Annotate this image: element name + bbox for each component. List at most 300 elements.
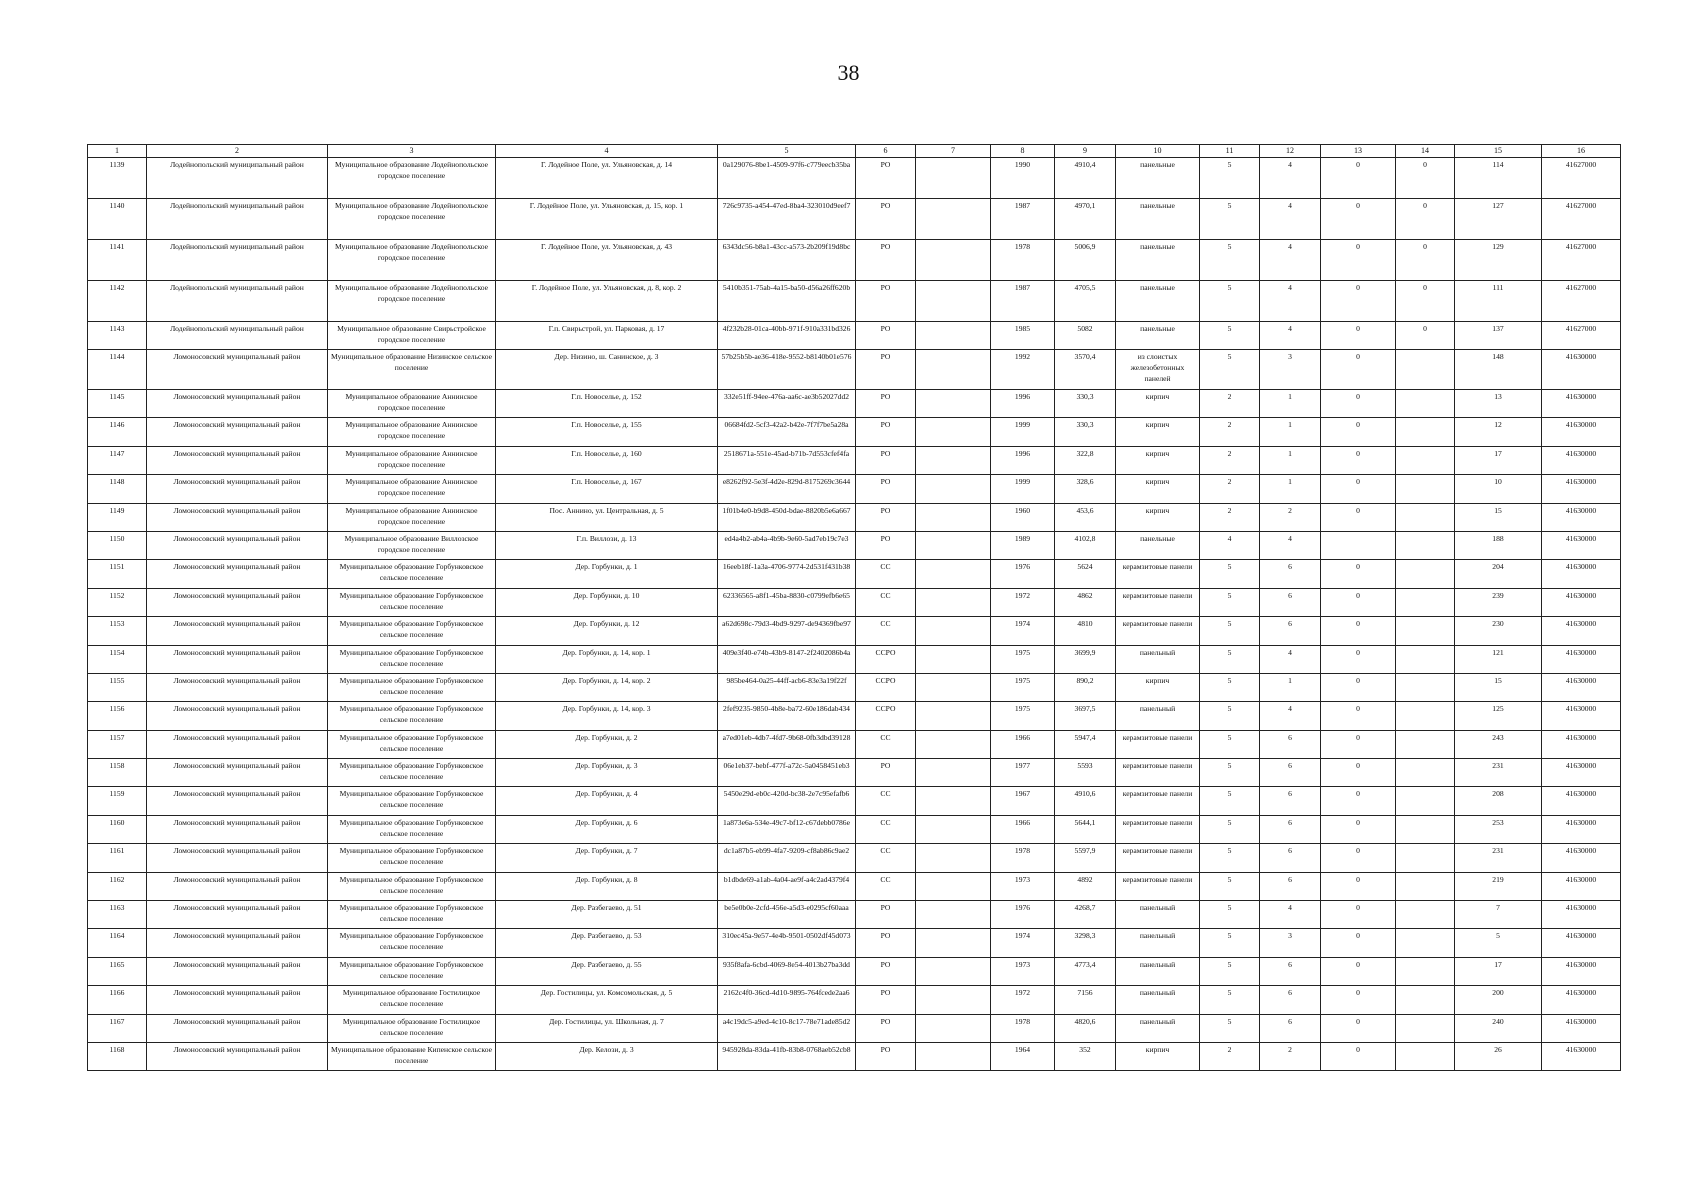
cell-row-number: 1147 xyxy=(88,446,147,474)
cell-year: 1999 xyxy=(991,418,1055,446)
cell-address: Г. Лодейное Поле, ул. Ульяновская, д. 15, кор. 1 xyxy=(496,198,718,239)
cell-entrances: 6 xyxy=(1260,1014,1321,1042)
cell-col-14 xyxy=(1396,815,1455,843)
cell-oktmo: 41627000 xyxy=(1542,157,1621,198)
cell-row-number: 1151 xyxy=(88,560,147,588)
cell-floors: 5 xyxy=(1200,844,1260,872)
cell-col-7 xyxy=(916,503,991,531)
cell-oktmo: 41627000 xyxy=(1542,198,1621,239)
cell-type: РО xyxy=(856,1042,916,1070)
cell-guid: 1a873e6a-534e-49c7-bf12-c67debb0786e xyxy=(718,815,856,843)
table-row xyxy=(88,280,1621,321)
cell-guid: 5450e29d-eb0c-420d-bc38-2e7c95efafb6 xyxy=(718,787,856,815)
cell-area: 4810 xyxy=(1055,617,1116,645)
cell-residents: 121 xyxy=(1455,645,1542,673)
cell-area: 5597,9 xyxy=(1055,844,1116,872)
cell-residents: 26 xyxy=(1455,1042,1542,1070)
cell-year: 1985 xyxy=(991,321,1055,349)
cell-floors: 5 xyxy=(1200,957,1260,985)
cell-area: 4862 xyxy=(1055,588,1116,616)
column-header-16: 16 xyxy=(1542,145,1621,158)
cell-residents: 17 xyxy=(1455,446,1542,474)
cell-address: Г. Лодейное Поле, ул. Ульяновская, д. 8, кор. 2 xyxy=(496,280,718,321)
cell-district: Ломоносовский муниципальный район xyxy=(147,475,328,503)
cell-type: СС xyxy=(856,872,916,900)
cell-entrances: 6 xyxy=(1260,872,1321,900)
cell-area: 453,6 xyxy=(1055,503,1116,531)
cell-area: 5082 xyxy=(1055,321,1116,349)
cell-type: РО xyxy=(856,321,916,349)
cell-wall-material: кирпич xyxy=(1116,389,1200,417)
cell-entrances: 4 xyxy=(1260,645,1321,673)
table-row xyxy=(88,418,1621,446)
cell-entrances: 6 xyxy=(1260,815,1321,843)
cell-district: Ломоносовский муниципальный район xyxy=(147,645,328,673)
cell-type: РО xyxy=(856,198,916,239)
cell-col-13: 0 xyxy=(1321,929,1396,957)
cell-floors: 5 xyxy=(1200,321,1260,349)
cell-year: 1975 xyxy=(991,702,1055,730)
cell-oktmo: 41630000 xyxy=(1542,1014,1621,1042)
cell-wall-material: керамзитовые панели xyxy=(1116,560,1200,588)
cell-col-7 xyxy=(916,957,991,985)
cell-col-7 xyxy=(916,418,991,446)
table-row xyxy=(88,702,1621,730)
table-row xyxy=(88,673,1621,701)
cell-col-7 xyxy=(916,588,991,616)
cell-municipality: Муниципальное образование Горбунковское сельское поселение xyxy=(328,673,496,701)
cell-floors: 5 xyxy=(1200,929,1260,957)
table-header xyxy=(88,145,1621,158)
cell-col-14: 0 xyxy=(1396,198,1455,239)
cell-district: Ломоносовский муниципальный район xyxy=(147,617,328,645)
cell-entrances: 3 xyxy=(1260,349,1321,389)
cell-area: 3697,5 xyxy=(1055,702,1116,730)
table-row xyxy=(88,986,1621,1014)
cell-municipality: Муниципальное образование Горбунковское сельское поселение xyxy=(328,645,496,673)
cell-wall-material: керамзитовые панели xyxy=(1116,872,1200,900)
cell-residents: 111 xyxy=(1455,280,1542,321)
cell-residents: 200 xyxy=(1455,986,1542,1014)
cell-district: Ломоносовский муниципальный район xyxy=(147,844,328,872)
cell-entrances: 6 xyxy=(1260,986,1321,1014)
cell-year: 1992 xyxy=(991,349,1055,389)
cell-col-14 xyxy=(1396,787,1455,815)
cell-area: 5947,4 xyxy=(1055,730,1116,758)
cell-type: РО xyxy=(856,986,916,1014)
cell-municipality: Муниципальное образование Горбунковское сельское поселение xyxy=(328,560,496,588)
cell-row-number: 1153 xyxy=(88,617,147,645)
cell-year: 1976 xyxy=(991,560,1055,588)
cell-guid: ed4a4b2-ab4a-4b9b-9e60-5ad7eb19c7e3 xyxy=(718,531,856,559)
table-row xyxy=(88,503,1621,531)
cell-address: Дер. Разбегаево, д. 53 xyxy=(496,929,718,957)
cell-area: 4892 xyxy=(1055,872,1116,900)
cell-floors: 5 xyxy=(1200,986,1260,1014)
cell-col-14 xyxy=(1396,730,1455,758)
cell-address: Г.п. Новоселье, д. 155 xyxy=(496,418,718,446)
cell-guid: 16eeb18f-1a3a-4706-9774-2d531f431b38 xyxy=(718,560,856,588)
cell-oktmo: 41630000 xyxy=(1542,815,1621,843)
cell-year: 1990 xyxy=(991,157,1055,198)
cell-district: Ломоносовский муниципальный район xyxy=(147,815,328,843)
cell-col-13: 0 xyxy=(1321,730,1396,758)
cell-col-7 xyxy=(916,531,991,559)
cell-col-7 xyxy=(916,787,991,815)
cell-area: 5006,9 xyxy=(1055,239,1116,280)
cell-district: Ломоносовский муниципальный район xyxy=(147,389,328,417)
cell-row-number: 1145 xyxy=(88,389,147,417)
cell-wall-material: кирпич xyxy=(1116,1042,1200,1070)
column-header-2: 2 xyxy=(147,145,328,158)
cell-col-14 xyxy=(1396,1042,1455,1070)
cell-address: Г.п. Новоселье, д. 167 xyxy=(496,475,718,503)
table-row xyxy=(88,645,1621,673)
cell-oktmo: 41630000 xyxy=(1542,986,1621,1014)
cell-floors: 2 xyxy=(1200,503,1260,531)
cell-col-14 xyxy=(1396,349,1455,389)
cell-col-14 xyxy=(1396,617,1455,645)
cell-wall-material: из слоистых железобетонных панелей xyxy=(1116,349,1200,389)
cell-col-7 xyxy=(916,872,991,900)
cell-municipality: Муниципальное образование Виллозское городское поселение xyxy=(328,531,496,559)
cell-year: 1977 xyxy=(991,759,1055,787)
cell-district: Ломоносовский муниципальный район xyxy=(147,957,328,985)
cell-wall-material: кирпич xyxy=(1116,418,1200,446)
cell-col-7 xyxy=(916,239,991,280)
cell-residents: 243 xyxy=(1455,730,1542,758)
cell-year: 1987 xyxy=(991,198,1055,239)
cell-year: 1976 xyxy=(991,901,1055,929)
cell-district: Ломоносовский муниципальный район xyxy=(147,1014,328,1042)
cell-guid: a4c19dc5-a9ed-4c10-8c17-78e71ade85d2 xyxy=(718,1014,856,1042)
cell-col-14: 0 xyxy=(1396,321,1455,349)
cell-address: Г. Лодейное Поле, ул. Ульяновская, д. 14 xyxy=(496,157,718,198)
cell-entrances: 1 xyxy=(1260,389,1321,417)
cell-residents: 253 xyxy=(1455,815,1542,843)
cell-type: РО xyxy=(856,280,916,321)
cell-area: 7156 xyxy=(1055,986,1116,1014)
cell-oktmo: 41630000 xyxy=(1542,389,1621,417)
cell-type: СС xyxy=(856,815,916,843)
cell-year: 1996 xyxy=(991,389,1055,417)
cell-oktmo: 41630000 xyxy=(1542,503,1621,531)
table-row xyxy=(88,389,1621,417)
cell-col-7 xyxy=(916,759,991,787)
cell-row-number: 1159 xyxy=(88,787,147,815)
cell-address: Г.п. Свирьстрой, ул. Парковая, д. 17 xyxy=(496,321,718,349)
cell-address: Дер. Келози, д. 3 xyxy=(496,1042,718,1070)
cell-wall-material: керамзитовые панели xyxy=(1116,730,1200,758)
cell-municipality: Муниципальное образование Горбунковское сельское поселение xyxy=(328,815,496,843)
cell-residents: 125 xyxy=(1455,702,1542,730)
column-header-11: 11 xyxy=(1200,145,1260,158)
cell-wall-material: панельные xyxy=(1116,198,1200,239)
cell-municipality: Муниципальное образование Аннинское городское поселение xyxy=(328,389,496,417)
cell-row-number: 1167 xyxy=(88,1014,147,1042)
column-header-13: 13 xyxy=(1321,145,1396,158)
cell-row-number: 1140 xyxy=(88,198,147,239)
cell-entrances: 6 xyxy=(1260,844,1321,872)
cell-row-number: 1146 xyxy=(88,418,147,446)
cell-floors: 5 xyxy=(1200,280,1260,321)
cell-residents: 239 xyxy=(1455,588,1542,616)
cell-wall-material: панельный xyxy=(1116,986,1200,1014)
cell-residents: 230 xyxy=(1455,617,1542,645)
cell-row-number: 1164 xyxy=(88,929,147,957)
cell-address: Дер. Горбунки, д. 10 xyxy=(496,588,718,616)
cell-area: 322,8 xyxy=(1055,446,1116,474)
cell-oktmo: 41630000 xyxy=(1542,844,1621,872)
cell-municipality: Муниципальное образование Лодейнопольское городское поселение xyxy=(328,280,496,321)
cell-wall-material: панельные xyxy=(1116,239,1200,280)
cell-residents: 7 xyxy=(1455,901,1542,929)
cell-address: Дер. Горбунки, д. 1 xyxy=(496,560,718,588)
cell-wall-material: панельные xyxy=(1116,280,1200,321)
cell-year: 1978 xyxy=(991,239,1055,280)
cell-entrances: 6 xyxy=(1260,730,1321,758)
cell-area: 4773,4 xyxy=(1055,957,1116,985)
cell-municipality: Муниципальное образование Горбунковское сельское поселение xyxy=(328,872,496,900)
table-row xyxy=(88,844,1621,872)
cell-guid: e8262f92-5e3f-4d2e-829d-8175269c3644 xyxy=(718,475,856,503)
cell-wall-material: панельный xyxy=(1116,901,1200,929)
cell-municipality: Муниципальное образование Горбунковское сельское поселение xyxy=(328,844,496,872)
column-header-10: 10 xyxy=(1116,145,1200,158)
cell-col-7 xyxy=(916,321,991,349)
cell-guid: 935f8afa-6cbd-4069-8e54-4013b27ba3dd xyxy=(718,957,856,985)
cell-col-13: 0 xyxy=(1321,418,1396,446)
table-row xyxy=(88,730,1621,758)
cell-entrances: 4 xyxy=(1260,157,1321,198)
cell-col-7 xyxy=(916,702,991,730)
cell-floors: 5 xyxy=(1200,787,1260,815)
cell-oktmo: 41630000 xyxy=(1542,645,1621,673)
cell-district: Ломоносовский муниципальный район xyxy=(147,872,328,900)
cell-type: СС xyxy=(856,787,916,815)
cell-address: Г.п. Виллози, д. 13 xyxy=(496,531,718,559)
cell-col-13: 0 xyxy=(1321,815,1396,843)
cell-row-number: 1161 xyxy=(88,844,147,872)
cell-floors: 5 xyxy=(1200,588,1260,616)
cell-residents: 127 xyxy=(1455,198,1542,239)
cell-oktmo: 41630000 xyxy=(1542,730,1621,758)
cell-type: РО xyxy=(856,901,916,929)
cell-wall-material: кирпич xyxy=(1116,503,1200,531)
cell-oktmo: 41630000 xyxy=(1542,588,1621,616)
cell-col-14 xyxy=(1396,1014,1455,1042)
cell-row-number: 1156 xyxy=(88,702,147,730)
cell-col-7 xyxy=(916,815,991,843)
cell-type: СС xyxy=(856,844,916,872)
cell-residents: 129 xyxy=(1455,239,1542,280)
cell-address: Г.п. Новоселье, д. 152 xyxy=(496,389,718,417)
cell-residents: 15 xyxy=(1455,673,1542,701)
cell-type: РО xyxy=(856,531,916,559)
cell-type: ССРО xyxy=(856,673,916,701)
table-row xyxy=(88,446,1621,474)
cell-col-14 xyxy=(1396,588,1455,616)
cell-residents: 15 xyxy=(1455,503,1542,531)
cell-wall-material: керамзитовые панели xyxy=(1116,787,1200,815)
cell-col-7 xyxy=(916,1042,991,1070)
cell-address: Дер. Разбегаево, д. 55 xyxy=(496,957,718,985)
cell-residents: 208 xyxy=(1455,787,1542,815)
cell-guid: 6343dc56-b8a1-43cc-a573-2b209f19d8bc xyxy=(718,239,856,280)
cell-oktmo: 41630000 xyxy=(1542,560,1621,588)
cell-entrances: 2 xyxy=(1260,1042,1321,1070)
cell-municipality: Муниципальное образование Горбунковское сельское поселение xyxy=(328,588,496,616)
cell-type: РО xyxy=(856,759,916,787)
cell-year: 1960 xyxy=(991,503,1055,531)
cell-row-number: 1154 xyxy=(88,645,147,673)
cell-col-14 xyxy=(1396,986,1455,1014)
cell-district: Ломоносовский муниципальный район xyxy=(147,446,328,474)
cell-municipality: Муниципальное образование Горбунковское сельское поселение xyxy=(328,901,496,929)
cell-oktmo: 41630000 xyxy=(1542,1042,1621,1070)
cell-col-7 xyxy=(916,617,991,645)
cell-district: Ломоносовский муниципальный район xyxy=(147,986,328,1014)
cell-address: Дер. Горбунки, д. 3 xyxy=(496,759,718,787)
cell-col-13: 0 xyxy=(1321,349,1396,389)
cell-type: РО xyxy=(856,503,916,531)
cell-col-13: 0 xyxy=(1321,844,1396,872)
cell-type: РО xyxy=(856,418,916,446)
cell-entrances: 4 xyxy=(1260,901,1321,929)
column-header-4: 4 xyxy=(496,145,718,158)
cell-floors: 5 xyxy=(1200,673,1260,701)
column-header-3: 3 xyxy=(328,145,496,158)
cell-area: 4705,5 xyxy=(1055,280,1116,321)
cell-col-14 xyxy=(1396,560,1455,588)
cell-residents: 13 xyxy=(1455,389,1542,417)
cell-address: Пос. Аннино, ул. Центральная, д. 5 xyxy=(496,503,718,531)
cell-type: РО xyxy=(856,957,916,985)
cell-address: Дер. Низино, ш. Санинское, д. 3 xyxy=(496,349,718,389)
cell-entrances: 3 xyxy=(1260,929,1321,957)
cell-guid: b1dbde69-a1ab-4a04-ae9f-a4c2ad4379f4 xyxy=(718,872,856,900)
column-header-5: 5 xyxy=(718,145,856,158)
cell-col-7 xyxy=(916,730,991,758)
cell-municipality: Муниципальное образование Гостилицкое сельское поселение xyxy=(328,1014,496,1042)
cell-municipality: Муниципальное образование Горбунковское сельское поселение xyxy=(328,957,496,985)
cell-municipality: Муниципальное образование Аннинское городское поселение xyxy=(328,503,496,531)
cell-guid: 06e1eb37-bebf-477f-a72c-5a0458451eb3 xyxy=(718,759,856,787)
cell-municipality: Муниципальное образование Кипенское сельское поселение xyxy=(328,1042,496,1070)
cell-address: Дер. Горбунки, д. 6 xyxy=(496,815,718,843)
cell-district: Лодейнопольский муниципальный район xyxy=(147,198,328,239)
table-row xyxy=(88,1014,1621,1042)
cell-col-14: 0 xyxy=(1396,280,1455,321)
cell-district: Ломоносовский муниципальный район xyxy=(147,560,328,588)
cell-entrances: 6 xyxy=(1260,957,1321,985)
cell-col-13: 0 xyxy=(1321,872,1396,900)
cell-floors: 5 xyxy=(1200,901,1260,929)
cell-residents: 10 xyxy=(1455,475,1542,503)
column-header-6: 6 xyxy=(856,145,916,158)
cell-municipality: Муниципальное образование Аннинское городское поселение xyxy=(328,446,496,474)
cell-municipality: Муниципальное образование Низинское сельское поселение xyxy=(328,349,496,389)
table-row xyxy=(88,157,1621,198)
cell-municipality: Муниципальное образование Горбунковское сельское поселение xyxy=(328,730,496,758)
column-header-15: 15 xyxy=(1455,145,1542,158)
cell-col-13: 0 xyxy=(1321,446,1396,474)
cell-row-number: 1163 xyxy=(88,901,147,929)
cell-col-7 xyxy=(916,560,991,588)
cell-floors: 5 xyxy=(1200,349,1260,389)
cell-col-14: 0 xyxy=(1396,239,1455,280)
cell-oktmo: 41630000 xyxy=(1542,957,1621,985)
cell-address: Дер. Гостилицы, ул. Школьная, д. 7 xyxy=(496,1014,718,1042)
cell-entrances: 1 xyxy=(1260,446,1321,474)
cell-col-7 xyxy=(916,645,991,673)
cell-area: 4910,6 xyxy=(1055,787,1116,815)
cell-type: ССРО xyxy=(856,645,916,673)
cell-guid: a62d698c-79d3-4bd9-9297-de94369fbe97 xyxy=(718,617,856,645)
table-row xyxy=(88,560,1621,588)
cell-guid: be5e0b0e-2cfd-456e-a5d3-e0295cf60aaa xyxy=(718,901,856,929)
column-number-row xyxy=(88,145,1621,158)
cell-col-14 xyxy=(1396,901,1455,929)
cell-entrances: 4 xyxy=(1260,280,1321,321)
cell-floors: 5 xyxy=(1200,759,1260,787)
cell-entrances: 1 xyxy=(1260,418,1321,446)
cell-type: СС xyxy=(856,588,916,616)
cell-area: 3699,9 xyxy=(1055,645,1116,673)
column-header-7: 7 xyxy=(916,145,991,158)
cell-col-13: 0 xyxy=(1321,321,1396,349)
cell-district: Ломоносовский муниципальный район xyxy=(147,418,328,446)
cell-district: Ломоносовский муниципальный район xyxy=(147,531,328,559)
cell-type: СС xyxy=(856,730,916,758)
cell-row-number: 1162 xyxy=(88,872,147,900)
cell-type: РО xyxy=(856,349,916,389)
cell-entrances: 6 xyxy=(1260,560,1321,588)
cell-area: 4102,8 xyxy=(1055,531,1116,559)
cell-col-14 xyxy=(1396,645,1455,673)
cell-row-number: 1155 xyxy=(88,673,147,701)
cell-row-number: 1144 xyxy=(88,349,147,389)
cell-entrances: 4 xyxy=(1260,198,1321,239)
cell-floors: 5 xyxy=(1200,815,1260,843)
cell-guid: 409e3f40-e74b-43b9-8147-2f2402086b4a xyxy=(718,645,856,673)
cell-floors: 5 xyxy=(1200,645,1260,673)
cell-area: 330,3 xyxy=(1055,418,1116,446)
cell-area: 3298,3 xyxy=(1055,929,1116,957)
cell-col-13: 0 xyxy=(1321,1014,1396,1042)
cell-municipality: Муниципальное образование Горбунковское сельское поселение xyxy=(328,702,496,730)
cell-district: Ломоносовский муниципальный район xyxy=(147,673,328,701)
cell-wall-material: панельный xyxy=(1116,957,1200,985)
table-row xyxy=(88,198,1621,239)
page-number: 38 xyxy=(837,60,860,85)
cell-year: 1975 xyxy=(991,645,1055,673)
cell-wall-material: панельный xyxy=(1116,702,1200,730)
cell-guid: dc1a87b5-eb99-4fa7-9209-cf8ab86c9ae2 xyxy=(718,844,856,872)
cell-municipality: Муниципальное образование Горбунковское сельское поселение xyxy=(328,759,496,787)
cell-floors: 5 xyxy=(1200,239,1260,280)
cell-guid: 726c9735-a454-47ed-8ba4-323010d9eef7 xyxy=(718,198,856,239)
cell-col-13: 0 xyxy=(1321,1042,1396,1070)
cell-entrances: 6 xyxy=(1260,588,1321,616)
cell-address: Дер. Горбунки, д. 14, кор. 1 xyxy=(496,645,718,673)
cell-col-13: 0 xyxy=(1321,239,1396,280)
cell-residents: 5 xyxy=(1455,929,1542,957)
table-row xyxy=(88,475,1621,503)
cell-col-14 xyxy=(1396,673,1455,701)
cell-col-7 xyxy=(916,389,991,417)
cell-col-14 xyxy=(1396,957,1455,985)
